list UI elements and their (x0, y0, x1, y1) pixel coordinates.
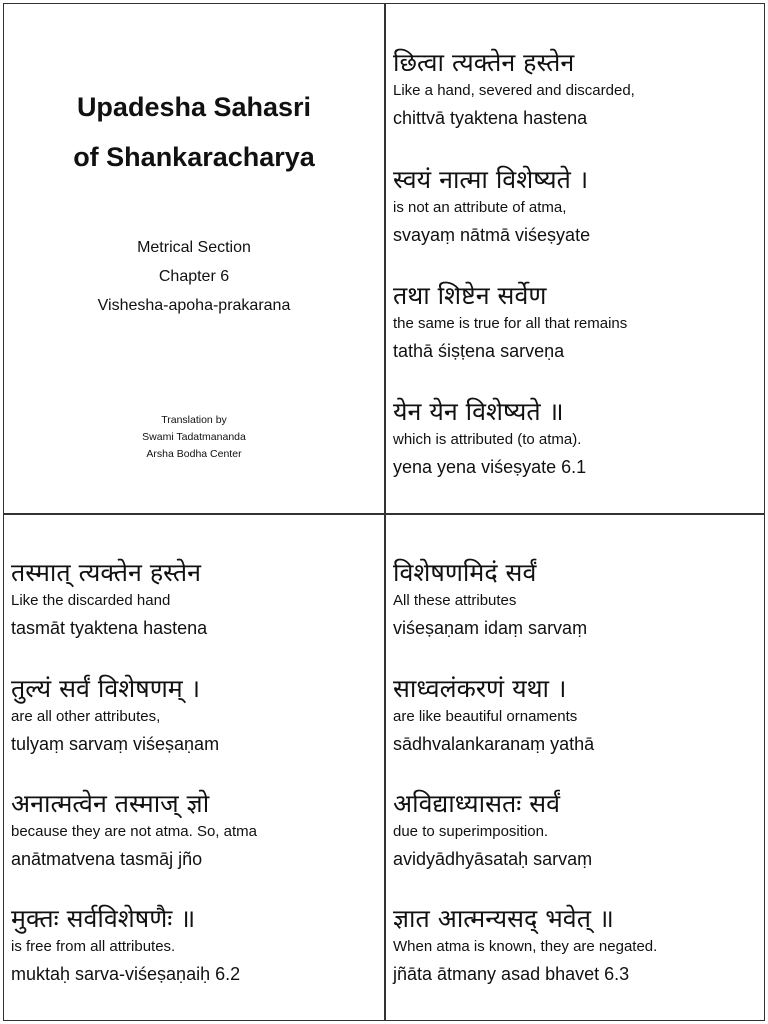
english-translation: When atma is known, they are negated. (393, 938, 658, 955)
sanskrit-text: अनात्मत्वेन तस्माज् ज्ञो (11, 789, 210, 818)
verse-line (393, 47, 763, 133)
credit-line-3: Arsha Bodha Center (146, 448, 242, 460)
credit-line-2: Swami Tadatmananda (142, 431, 246, 443)
english-translation: are like beautiful ornaments (393, 708, 578, 725)
transliteration: viśeṣaṇam idaṃ sarvaṃ (393, 618, 588, 638)
verse-line (393, 280, 763, 366)
sanskrit-text: मुक्तः सर्वविशेषणैः ॥ (11, 904, 196, 933)
english-translation: Like a hand, severed and discarded, (393, 82, 635, 99)
section-label: Metrical Section (137, 239, 251, 256)
transliteration: svayaṃ nātmā viśeṣyate (393, 225, 591, 245)
verse-line (393, 788, 763, 874)
transliteration: avidyādhyāsataḥ sarvaṃ (393, 849, 593, 869)
english-translation: All these attributes (393, 592, 517, 609)
transliteration: jñāta ātmany asad bhavet 6.3 (393, 964, 630, 984)
english-translation: due to superimposition. (393, 823, 549, 840)
chapter-label: Chapter 6 (158, 268, 230, 285)
sanskrit-text: विशेषणमिदं सर्वं (393, 558, 537, 587)
sanskrit-text: तथा शिष्टेन सर्वेण (393, 281, 547, 310)
verse-panel-6-2 (4, 515, 384, 1022)
transliteration: chittvā tyaktena hastena (393, 108, 588, 128)
english-translation: is free from all attributes. (11, 938, 176, 955)
sanskrit-text: तुल्यं सर्वं विशेषणम् । (11, 674, 201, 703)
translation-credit (4, 412, 384, 463)
transliteration: muktaḥ sarva-viśeṣaṇaiḥ 6.2 (11, 964, 241, 984)
verse-line (393, 903, 763, 989)
sanskrit-text: ज्ञात आत्मन्यसद् भवेत् ॥ (393, 904, 614, 933)
transliteration: tasmāt tyaktena hastena (11, 618, 208, 638)
verse-line (393, 396, 763, 482)
english-translation: which is attributed (to atma). (393, 431, 582, 448)
verse-line (11, 903, 381, 989)
sanskrit-text: छित्वा त्यक्तेन हस्तेन (393, 48, 575, 77)
verse-line (11, 788, 381, 874)
page-title (4, 82, 384, 182)
transliteration: tulyaṃ sarvaṃ viśeṣaṇam (11, 734, 220, 754)
section-info (4, 233, 384, 320)
transliteration: sādhvalankaranaṃ yathā (393, 734, 595, 754)
title-line-2: of Shankaracharya (73, 142, 315, 172)
sanskrit-text: येन येन विशेष्यते ॥ (393, 397, 564, 426)
verse-panel-6-3 (386, 515, 766, 1022)
verse-line (393, 164, 763, 250)
verse-panel-6-1 (386, 4, 766, 513)
credit-line-1: Translation by (161, 414, 227, 426)
sanskrit-text: अविद्याध्यासतः सर्वं (393, 789, 561, 818)
sanskrit-text: साध्वलंकरणं यथा । (393, 674, 567, 703)
english-translation: the same is true for all that remains (393, 315, 628, 332)
verse-line (11, 673, 381, 759)
transliteration: anātmatvena tasmāj jño (11, 849, 203, 869)
verse-line (393, 673, 763, 759)
verse-line (11, 557, 381, 643)
transliteration: tathā śiṣṭena sarveṇa (393, 341, 565, 361)
title-line-1: Upadesha Sahasri (76, 92, 312, 122)
sanskrit-text: स्वयं नात्मा विशेष्यते । (393, 165, 589, 194)
english-translation: is not an attribute of atma, (393, 199, 567, 216)
english-translation: Like the discarded hand (11, 592, 171, 609)
title-panel (4, 4, 384, 513)
verse-line (393, 557, 763, 643)
prakarana-label: Vishesha-apoha-prakarana (97, 297, 291, 314)
page-grid (3, 3, 765, 1021)
english-translation: are all other attributes, (11, 708, 161, 725)
sanskrit-text: तस्मात् त्यक्तेन हस्तेन (11, 558, 201, 587)
transliteration: yena yena viśeṣyate 6.1 (393, 457, 587, 477)
english-translation: because they are not atma. So, atma (11, 823, 257, 840)
